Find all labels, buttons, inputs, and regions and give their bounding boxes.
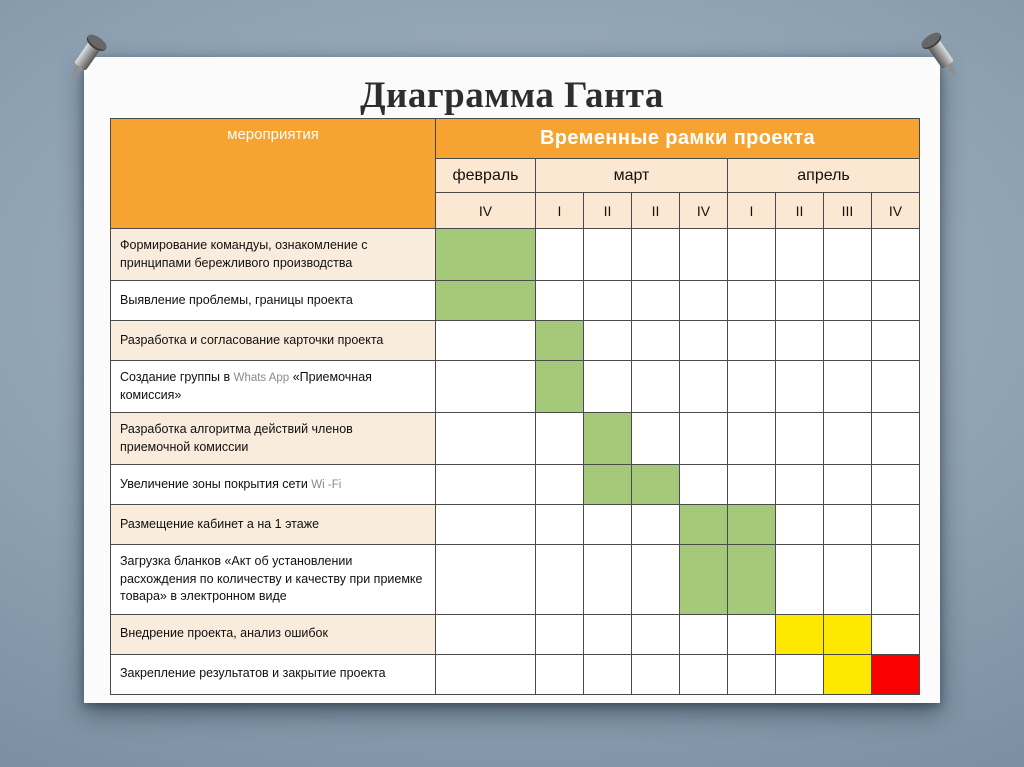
gantt-empty-cell — [680, 321, 728, 361]
gantt-empty-cell — [584, 229, 632, 281]
gantt-row — [111, 229, 920, 281]
week-label: IV — [872, 193, 920, 229]
gantt-empty-cell — [728, 654, 776, 694]
week-label: I — [536, 193, 584, 229]
gantt-empty-cell — [728, 281, 776, 321]
week-label: III — [824, 193, 872, 229]
gantt-empty-cell — [824, 505, 872, 545]
activity-label: Закрепление результатов и закрытие проекта — [111, 654, 436, 694]
gantt-empty-cell — [776, 281, 824, 321]
gantt-empty-cell — [436, 545, 536, 615]
week-label: II — [632, 193, 680, 229]
gantt-empty-cell — [728, 229, 776, 281]
gantt-empty-cell — [584, 614, 632, 654]
gantt-bar-cell — [632, 465, 680, 505]
gantt-empty-cell — [584, 321, 632, 361]
gantt-row — [111, 505, 920, 545]
gantt-bar-cell — [824, 614, 872, 654]
gantt-bar-cell — [536, 321, 584, 361]
gantt-empty-cell — [776, 654, 824, 694]
week-label: IV — [436, 193, 536, 229]
gantt-empty-cell — [872, 545, 920, 615]
gantt-row — [111, 321, 920, 361]
gantt-bar-cell — [824, 654, 872, 694]
gantt-empty-cell — [632, 413, 680, 465]
gantt-empty-cell — [584, 281, 632, 321]
week-label: II — [776, 193, 824, 229]
gantt-empty-cell — [872, 465, 920, 505]
gantt-empty-cell — [680, 229, 728, 281]
gantt-empty-cell — [824, 545, 872, 615]
gantt-empty-cell — [776, 361, 824, 413]
slide-title: Диаграмма Ганта — [360, 75, 664, 116]
gantt-empty-cell — [824, 281, 872, 321]
activity-label: Внедрение проекта, анализ ошибок — [111, 614, 436, 654]
gantt-empty-cell — [536, 229, 584, 281]
gantt-bar-cell — [872, 654, 920, 694]
gantt-empty-cell — [872, 281, 920, 321]
gantt-empty-cell — [824, 413, 872, 465]
gantt-empty-cell — [728, 614, 776, 654]
week-label: I — [728, 193, 776, 229]
gantt-empty-cell — [728, 465, 776, 505]
gantt-empty-cell — [632, 229, 680, 281]
gantt-empty-cell — [872, 505, 920, 545]
gantt-empty-cell — [536, 654, 584, 694]
activity-label: Создание группы в Whats App «Приемочная комиссия» — [111, 361, 436, 413]
gantt-empty-cell — [728, 361, 776, 413]
gantt-empty-cell — [680, 361, 728, 413]
gantt-empty-cell — [728, 413, 776, 465]
gantt-empty-cell — [536, 505, 584, 545]
activity-label: Формирование командуы, ознакомление с принципами бережливого производства — [111, 229, 436, 281]
gantt-empty-cell — [680, 281, 728, 321]
gantt-empty-cell — [776, 413, 824, 465]
gantt-empty-cell — [824, 361, 872, 413]
gantt-empty-cell — [680, 465, 728, 505]
gantt-empty-cell — [436, 361, 536, 413]
timeline-header: Временные рамки проекта — [436, 119, 920, 159]
gantt-empty-cell — [632, 361, 680, 413]
activity-label: Разработка алгоритма действий членов приемочной комиссии — [111, 413, 436, 465]
gantt-empty-cell — [632, 654, 680, 694]
gantt-empty-cell — [536, 465, 584, 505]
gantt-empty-cell — [436, 614, 536, 654]
activities-column-header: мероприятия — [111, 119, 436, 229]
gantt-row — [111, 361, 920, 413]
month-label: апрель — [728, 159, 920, 193]
gantt-empty-cell — [584, 654, 632, 694]
gantt-empty-cell — [584, 361, 632, 413]
gantt-bar-cell — [436, 281, 536, 321]
gantt-empty-cell — [436, 654, 536, 694]
gantt-row — [111, 614, 920, 654]
gantt-empty-cell — [584, 505, 632, 545]
gantt-empty-cell — [824, 465, 872, 505]
gantt-bar-cell — [584, 413, 632, 465]
month-label: февраль — [436, 159, 536, 193]
gantt-empty-cell — [680, 614, 728, 654]
gantt-bar-cell — [728, 505, 776, 545]
gantt-empty-cell — [776, 505, 824, 545]
gantt-empty-cell — [872, 413, 920, 465]
activity-label: Размещение кабинет а на 1 этаже — [111, 505, 436, 545]
gantt-bar-cell — [536, 361, 584, 413]
gantt-empty-cell — [632, 614, 680, 654]
gantt-bar-cell — [584, 465, 632, 505]
activity-label-muted: Wi -Fi — [311, 478, 342, 491]
gantt-empty-cell — [536, 413, 584, 465]
gantt-empty-cell — [584, 545, 632, 615]
gantt-empty-cell — [436, 321, 536, 361]
activity-label: Загрузка бланков «Акт об установлении расхождения по количеству и качеству при приемке товара» в электронном виде — [111, 545, 436, 615]
gantt-row — [111, 281, 920, 321]
activity-label: Разработка и согласование карточки проекта — [111, 321, 436, 361]
week-label: IV — [680, 193, 728, 229]
gantt-row — [111, 413, 920, 465]
gantt-empty-cell — [632, 321, 680, 361]
gantt-empty-cell — [436, 465, 536, 505]
gantt-empty-cell — [824, 321, 872, 361]
gantt-empty-cell — [632, 281, 680, 321]
gantt-empty-cell — [680, 413, 728, 465]
gantt-bar-cell — [436, 229, 536, 281]
gantt-empty-cell — [536, 545, 584, 615]
month-label: март — [536, 159, 728, 193]
gantt-empty-cell — [436, 413, 536, 465]
gantt-bar-cell — [728, 545, 776, 615]
gantt-empty-cell — [632, 505, 680, 545]
gantt-empty-cell — [872, 361, 920, 413]
gantt-row — [111, 465, 920, 505]
gantt-empty-cell — [776, 465, 824, 505]
gantt-row — [111, 654, 920, 694]
gantt-bar-cell — [680, 545, 728, 615]
gantt-bar-cell — [776, 614, 824, 654]
gantt-empty-cell — [872, 614, 920, 654]
gantt-row — [111, 545, 920, 615]
week-label: II — [584, 193, 632, 229]
gantt-empty-cell — [436, 505, 536, 545]
gantt-empty-cell — [776, 321, 824, 361]
gantt-bar-cell — [680, 505, 728, 545]
gantt-empty-cell — [536, 614, 584, 654]
gantt-empty-cell — [728, 321, 776, 361]
activity-label-muted: Whats App — [233, 372, 290, 384]
gantt-table — [110, 118, 920, 695]
gantt-empty-cell — [872, 229, 920, 281]
gantt-empty-cell — [824, 229, 872, 281]
gantt-empty-cell — [536, 281, 584, 321]
gantt-empty-cell — [872, 321, 920, 361]
activity-label: Выявление проблемы, границы проекта — [111, 281, 436, 321]
gantt-empty-cell — [632, 545, 680, 615]
activity-label: Увеличение зоны покрытия сети Wi -Fi — [111, 465, 436, 505]
gantt-empty-cell — [776, 545, 824, 615]
gantt-empty-cell — [680, 654, 728, 694]
table-header-row — [111, 119, 920, 159]
gantt-empty-cell — [776, 229, 824, 281]
